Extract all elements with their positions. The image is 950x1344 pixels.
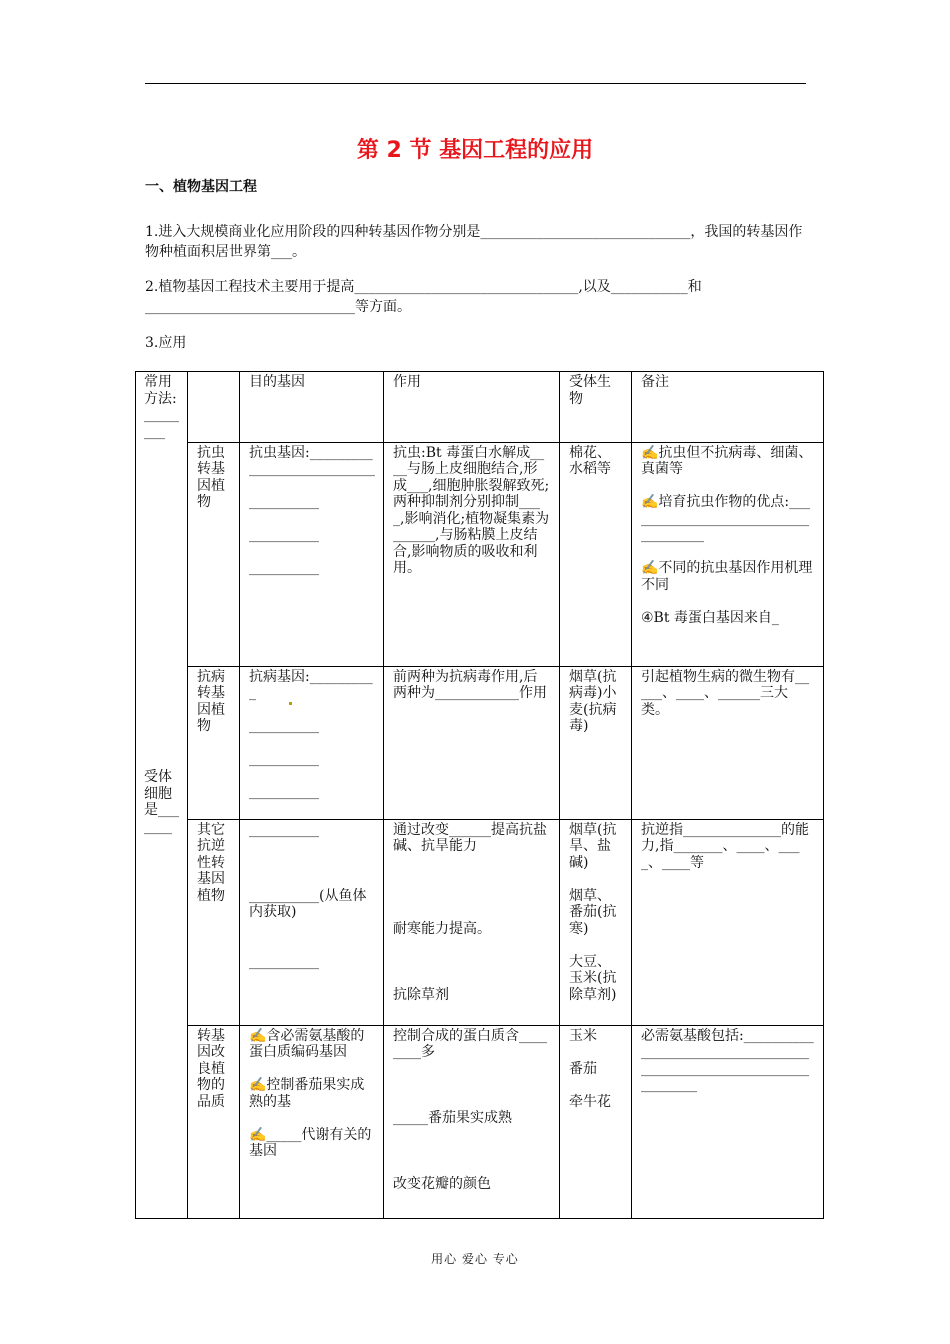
row-effect: 前两种为抗病毒作用,后两种为____________作用 xyxy=(384,666,560,819)
table-row xyxy=(136,1025,824,1218)
row-note: 引起植物生病的微生物有_____、____、______三大类。 xyxy=(632,666,824,819)
row-note: 必需氨基酸包括:__________________________________________________________________ xyxy=(632,1025,824,1218)
row-recipient: 烟草(抗旱、盐碱) 烟草、番茄(抗寒) 大豆、玉米(抗除草剂) xyxy=(560,819,632,1025)
row-gene: 抗虫基因:___________________________ __________ __________ __________ xyxy=(240,442,384,666)
header-recipient: 受体生物 xyxy=(560,372,632,443)
row-category: 其它抗逆性转基因植物 xyxy=(188,819,240,1025)
row-category: 抗病转基因植物 xyxy=(188,666,240,819)
row-effect: 控制合成的蛋白质含________多 _____番茄果实成熟 改变花瓣的颜色 xyxy=(384,1025,560,1218)
row-recipient: 烟草(抗病毒)小麦(抗病毒) xyxy=(560,666,632,819)
paragraph-3: 3.应用 xyxy=(145,335,187,351)
recipient-cell-label xyxy=(136,769,188,1218)
method-cell: 常用方法:________ xyxy=(136,372,188,443)
row-gene: ✍含必需氨基酸的蛋白质编码基因 ✍控制番茄果实成熟的基 ✍_____代谢有关的基因 xyxy=(240,1025,384,1218)
row-note: 抗逆指______________的能力,指_______、____、____、____等 xyxy=(632,819,824,1025)
table-row xyxy=(136,819,824,1025)
page-footer: 用心 爱心 专心 xyxy=(431,1252,519,1266)
stray-dot xyxy=(289,702,292,705)
table-row xyxy=(136,442,824,666)
header-note: 备注 xyxy=(632,372,824,443)
table-row xyxy=(136,666,824,819)
row-recipient: 棉花、水稻等 xyxy=(560,442,632,666)
method-spacer xyxy=(136,442,188,819)
row-category: 转基因改良植物的品质 xyxy=(188,1025,240,1218)
row-gene: __________ __________(从鱼体内获取) __________ xyxy=(240,819,384,1025)
header-category xyxy=(188,372,240,443)
paragraph-1: 1.进入大规模商业化应用阶段的四种转基因作物分别是______________________________，我国的转基因作物种植面积居世界第___。 xyxy=(145,224,803,260)
row-effect: 通过改变______提高抗盐碱、抗旱能力 耐寒能力提高。 抗除草剂 xyxy=(384,819,560,1025)
application-table xyxy=(135,371,824,1219)
row-gene: 抗病基因:__________ __________ __________ __________ xyxy=(240,666,384,819)
row-effect: 抗虫:Bt 毒蛋白水解成____与肠上皮细胞结合,形成___,细胞肿胀裂解致死;两种抑制剂分别抑制____,影响消化;植物凝集素为______,与肠粘膜上皮结合,影响物质的吸收和利用。 xyxy=(384,442,560,666)
paragraph-2: 2.植物基因工程技术主要用于提高________________________________,以及___________和______________________________等方面。 xyxy=(145,279,702,315)
section-heading: 一、植物基因工程 xyxy=(145,179,257,195)
header-rule xyxy=(145,83,806,84)
row-category: 抗虫转基因植物 xyxy=(188,442,240,666)
page-title: 第 2 节 基因工程的应用 xyxy=(356,138,594,163)
header-effect: 作用 xyxy=(384,372,560,443)
table-header-row xyxy=(136,372,824,443)
row-note: ✍抗虫但不抗病毒、细菌、真菌等 ✍培育抗虫作物的优点:____________________________________ ✍不同的抗虫基因作用机理不同 ④Bt 毒蛋白基因来自_ xyxy=(632,442,824,666)
recipient-cell-text: 受体细胞是_______ xyxy=(144,769,179,835)
header-gene: 目的基因 xyxy=(240,372,384,443)
row-recipient: 玉米 番茄 牵牛花 xyxy=(560,1025,632,1218)
